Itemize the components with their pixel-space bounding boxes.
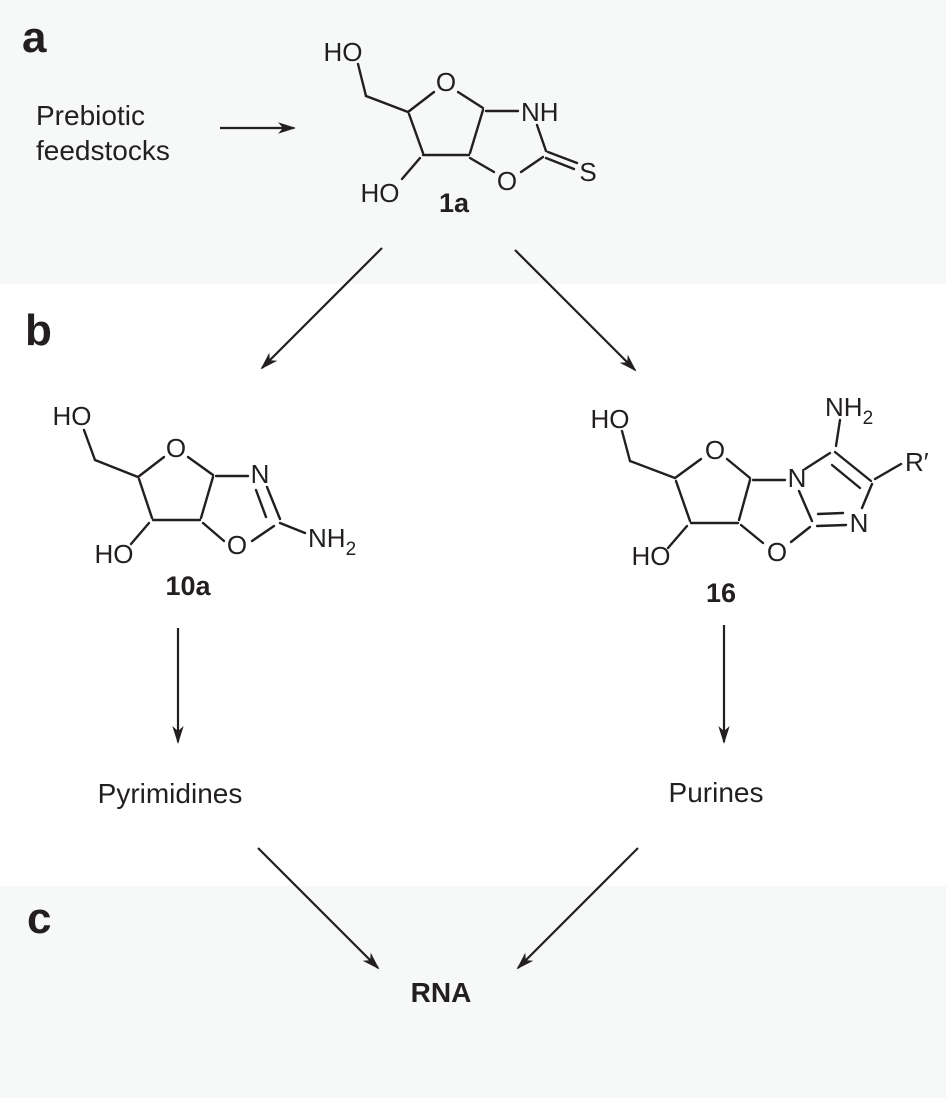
section-label-a: a [22, 13, 47, 62]
atom-label-amine-16: $NH_2$ [825, 392, 874, 429]
purines-label: Purines [668, 777, 764, 808]
bond-line [188, 457, 213, 475]
atom-label-oxa-o-10a: O [226, 530, 248, 560]
atom-label-amine-10a: $NH_2$ [308, 523, 357, 560]
bond-line [836, 420, 840, 446]
atom-label-ho-top-16: HO [590, 404, 630, 434]
atom-label-ring-o-10a: O [165, 433, 187, 463]
bond-line [630, 461, 675, 478]
atom-label-ho-top-10a: HO [52, 401, 92, 431]
bond-line [791, 527, 810, 542]
bond-line [131, 523, 149, 544]
bond-line [862, 484, 872, 508]
bond-line [139, 479, 152, 518]
bond-line [280, 523, 305, 533]
bond-line [521, 157, 543, 172]
compound-label-16: 16 [705, 578, 737, 608]
bond-line [402, 158, 420, 179]
bond-line [201, 477, 213, 518]
compound-label-1a: 1a [438, 188, 470, 218]
atom-label-oxa-o-1a: O [496, 166, 518, 196]
bond-line [675, 459, 701, 478]
compound-label-10a: 10a [165, 571, 211, 601]
bond-line [537, 125, 546, 151]
bond-line [835, 452, 871, 481]
bond-line [818, 513, 843, 514]
rna-label: RNA [410, 977, 472, 1008]
atom-label-n-10a: N [250, 459, 270, 489]
atom-label-n-im-16: N [849, 508, 869, 538]
arrow-1a-to-10a [262, 248, 382, 368]
atom-label-n-ring-16: N [787, 463, 807, 493]
bond-line [668, 526, 687, 548]
bond-line [95, 460, 138, 477]
bond-line [203, 523, 224, 541]
atom-label-oxa-o-16: O [766, 537, 788, 567]
bond-line [817, 525, 846, 526]
bond-line [358, 64, 366, 96]
atom-label-ho-bottom-1a: HO [360, 178, 400, 208]
bond-line [470, 110, 483, 153]
atom-label-r-group-16: R′ [905, 447, 929, 477]
arrow-1a-to-16 [515, 250, 635, 370]
bond-line [622, 431, 630, 461]
feedstock-label-line2: feedstocks [36, 135, 170, 166]
compound-10a-structure [53, 401, 357, 601]
bond-line [408, 92, 434, 112]
bond-line [676, 481, 690, 521]
bond-line [727, 459, 750, 478]
feedstock-label-line1: Prebiotic [36, 100, 145, 131]
compound-1a-structure [324, 37, 597, 218]
atom-label-ho-bottom-16: HO [631, 541, 671, 571]
bond-line [458, 92, 483, 108]
bond-line [256, 490, 266, 517]
atom-label-ho-bottom-10a: HO [94, 539, 134, 569]
bond-line [366, 96, 408, 112]
atom-label-ho-top-1a: HO [323, 37, 363, 67]
compound-16-structure [591, 392, 929, 608]
bond-line [739, 480, 750, 520]
bond-line [741, 525, 763, 543]
atom-label-nh-1a: NH [521, 97, 559, 127]
section-label-b: b [25, 306, 52, 355]
bond-line [799, 491, 812, 521]
pyrimidines-label: Pyrimidines [97, 778, 243, 809]
bond-line [84, 430, 95, 460]
bond-line [138, 457, 164, 477]
atom-label-ring-o-16: O [704, 435, 726, 465]
bond-line [805, 453, 830, 469]
section-label-c: c [27, 894, 52, 943]
arrow-pyrimidines-to-rna [258, 848, 378, 968]
arrow-purines-to-rna [518, 848, 638, 968]
bond-line [252, 526, 274, 541]
atom-label-s-1a: S [579, 157, 597, 187]
bond-line [409, 114, 423, 153]
compound-10a-bonds [84, 430, 305, 544]
bond-line [875, 464, 901, 479]
bond-line [470, 158, 494, 172]
bond-line [267, 487, 280, 519]
atom-label-ring-o-1a: O [435, 67, 457, 97]
